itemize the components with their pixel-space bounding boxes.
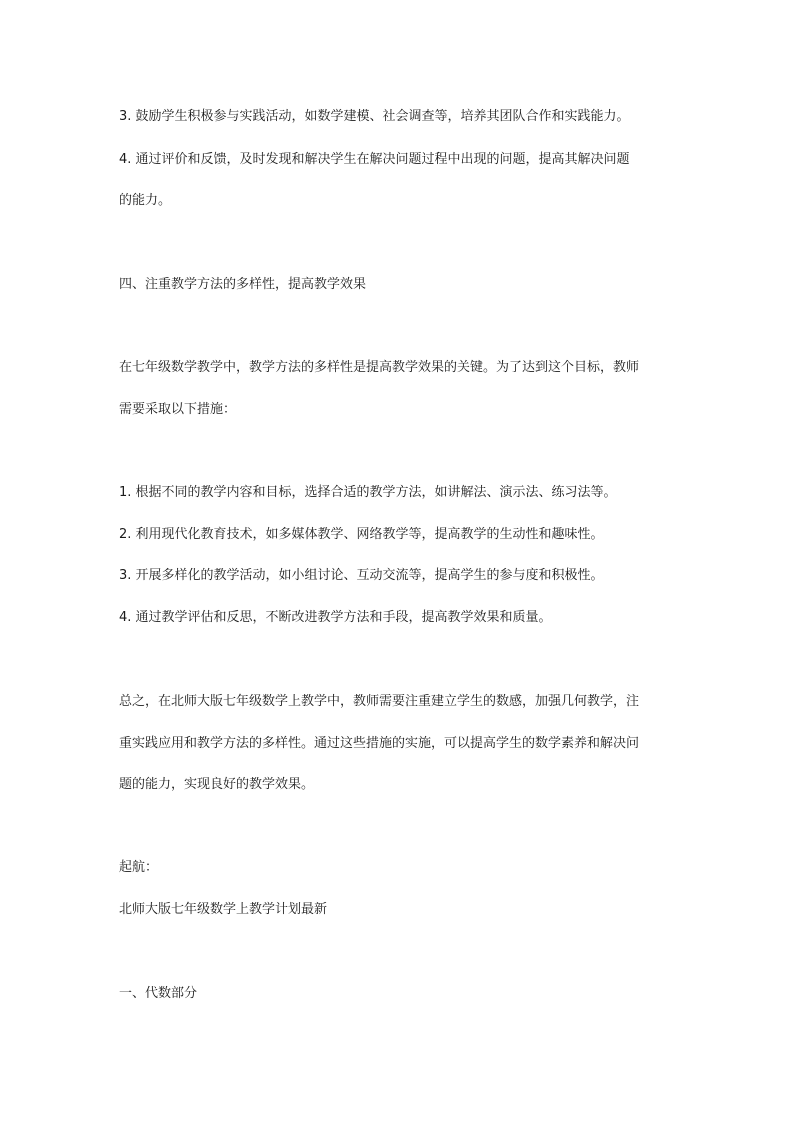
section-1-heading: 一、代数部分 (119, 986, 198, 1001)
list-item-4-line-2: 的能力。 (119, 193, 172, 208)
list-item-4-line-1: 4. 通过评价和反馈，及时发现和解决学生在解决问题过程中出现的问题，提高其解决问题 (119, 152, 630, 167)
summary-line-1: 总之，在北师大版七年级数学上教学中，教师需要注重建立学生的数感，加强几何教学，注 (119, 694, 640, 709)
section-4-item-1: 1. 根据不同的教学内容和目标，选择合适的教学方法，如讲解法、演示法、练习法等。 (119, 485, 617, 500)
summary-line-3: 题的能力，实现良好的教学效果。 (119, 777, 315, 792)
section-4-item-3: 3. 开展多样化的教学活动，如小组讨论、互动交流等，提高学生的参与度和积极性。 (119, 568, 604, 583)
section-4-intro-line-2: 需要采取以下措施： (119, 402, 237, 417)
summary-line-2: 重实践应用和教学方法的多样性。通过这些措施的实施，可以提高学生的数学素养和解决问 (119, 736, 640, 751)
qihang-label: 起航： (119, 860, 159, 875)
section-4-heading: 四、注重教学方法的多样性，提高教学效果 (119, 277, 367, 292)
list-item-3: 3. 鼓励学生积极参与实践活动，如数学建模、社会调查等，培养其团队合作和实践能力。 (119, 109, 630, 124)
section-4-item-2: 2. 利用现代化教育技术，如多媒体教学、网络教学等，提高教学的生动性和趣味性。 (119, 527, 604, 542)
section-4-item-4: 4. 通过教学评估和反思，不断改进教学方法和手段，提高教学效果和质量。 (119, 610, 552, 625)
section-4-intro-line-1: 在七年级数学教学中，教学方法的多样性是提高教学效果的关键。为了达到这个目标，教师 (119, 360, 640, 375)
plan-title: 北师大版七年级数学上教学计划最新 (119, 902, 328, 917)
